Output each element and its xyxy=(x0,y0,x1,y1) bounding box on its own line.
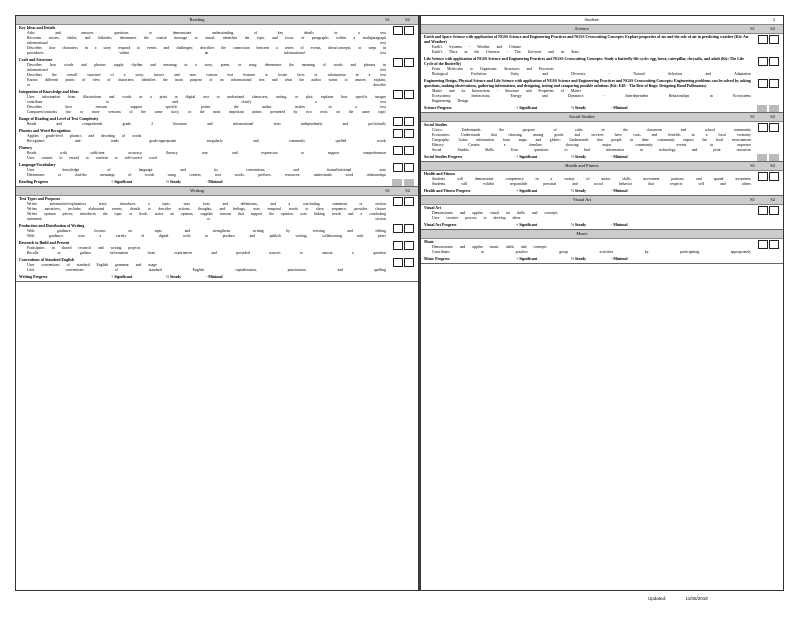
updated-label: Updated: xyxy=(648,596,667,601)
standard-item: Earth's Systems - Weather and Climate xyxy=(432,45,522,49)
s1-label: S1 xyxy=(750,26,755,31)
music-progress-row xyxy=(421,256,783,263)
grade-boxes xyxy=(758,57,779,66)
reading-title: Reading xyxy=(189,17,205,22)
visual-art-body xyxy=(421,205,783,222)
grade-boxes xyxy=(393,129,414,138)
progress-label: Science Progress xyxy=(424,106,452,110)
progress-label: Health and Fitness Progress xyxy=(424,189,471,193)
s1-grade-box[interactable] xyxy=(393,197,403,206)
grade-boxes xyxy=(758,35,779,44)
grade-boxes xyxy=(393,26,414,35)
key-steady: ½ Steady xyxy=(571,106,587,110)
standard-group xyxy=(421,205,783,222)
standard-group-title: Social Studies xyxy=(424,123,448,127)
standard-item: Students will demonstrate competency in a variety of motor skills, movement patterns, and spatial awareness xyxy=(432,177,751,181)
progress-boxes xyxy=(757,105,779,112)
standard-item: Biological Evolution: Unity and Diversity - Natural Selection and Adaptation xyxy=(432,72,751,76)
standard-item: Demonstrates and applies visual art skills and concepts xyxy=(432,211,558,215)
grade-boxes xyxy=(393,90,414,99)
s1-grade-box[interactable] xyxy=(393,58,403,67)
key-steady: ½ Steady xyxy=(571,257,587,261)
s1-grade-box[interactable] xyxy=(758,206,768,215)
standard-item: History: Creates a timeline showing major community events in sequence xyxy=(432,143,751,147)
standard-item: Writes opinion pieces; introduces the topic or book, states an opinion, supplies reasons that support the opinion, uses linking words and a concluding statement or section xyxy=(27,212,386,221)
s2-grade-box[interactable] xyxy=(769,123,779,132)
s2-progress-box xyxy=(769,105,779,112)
s1-grade-box[interactable] xyxy=(758,172,768,181)
s2-grade-box[interactable] xyxy=(404,163,414,172)
health-fitness-section xyxy=(421,162,783,196)
standard-item: Describes how characters in a story respond to events and challenges; describes the connection between a series of events, ideas/concepts, or steps in procedures within an informational text xyxy=(27,46,386,55)
s1-label: S1 xyxy=(750,197,755,202)
standard-item: Determines or clarifies meanings of words using context, root words, prefixes, resources; understands word relationships xyxy=(27,173,386,177)
standard-group-title: Integration of Knowledge and Ideas xyxy=(19,90,79,94)
standard-item: Knows different points of view of characters; identifies the main purpose of an informational text and what the author wants to answer, explain, or describe xyxy=(27,78,386,87)
key-minimal: - Minimal xyxy=(611,106,628,110)
standard-item: Asks and answers questions to demonstrate understanding of key details in a text xyxy=(27,31,386,35)
s1-grade-box[interactable] xyxy=(393,117,403,126)
key-significant: + Significant xyxy=(516,223,538,227)
s2-grade-box[interactable] xyxy=(404,146,414,155)
standard-group-title: Production and Distribution of Writing xyxy=(19,224,85,228)
writing-progress-row xyxy=(16,274,418,281)
writing-header xyxy=(16,187,418,196)
standard-item: Reads and comprehends grade 2 literature and informational texts independently and proficiently xyxy=(27,122,386,126)
standard-item: Describes how reasons support specific points the author makes in a text xyxy=(27,105,386,109)
visual-art-header xyxy=(421,196,783,205)
key-minimal: - Minimal xyxy=(611,155,628,159)
science-header xyxy=(421,25,783,34)
standard-group xyxy=(16,89,418,116)
standard-item: Uses creative process to develop ideas xyxy=(432,216,521,220)
reading-header xyxy=(16,16,418,25)
standard-group-title: Music xyxy=(424,240,435,244)
standard-item: Earth's Place in the Universe - The Universe and its Stars xyxy=(432,50,579,54)
social-studies-body xyxy=(421,122,783,154)
updated-date: 11/05/2018 xyxy=(685,596,708,601)
key-significant: + Significant xyxy=(111,180,133,184)
writing-title: Writing xyxy=(190,188,204,193)
standard-group-title: Phonics and Word Recognition xyxy=(19,129,71,133)
standard-item: From Molecules to Organisms: Structures and Processes xyxy=(432,67,554,71)
standard-group xyxy=(421,56,783,78)
standard-item: Uses context to reread to confirm or self-correct word xyxy=(27,156,157,160)
standard-item: Demonstrates and applies music skills and concepts xyxy=(432,245,547,249)
s2-grade-box[interactable] xyxy=(404,90,414,99)
standard-item: Engineering Design xyxy=(432,99,469,103)
standard-item: Writes narratives; includes elaborated events, details to describe actions, thoughts, and feelings, uses temporal words to show sequence; provides closure xyxy=(27,207,386,211)
reading-body xyxy=(16,25,418,179)
grade-boxes xyxy=(393,163,414,172)
s2-label: S2 xyxy=(770,197,775,202)
s2-grade-box[interactable] xyxy=(404,224,414,233)
key-minimal: - Minimal xyxy=(206,180,223,184)
standard-item: Reads with sufficient accuracy, fluency, rate, and expression to support comprehension xyxy=(27,151,386,155)
student-label: Student: xyxy=(584,17,600,22)
progress-boxes xyxy=(392,179,414,186)
grade-boxes xyxy=(393,241,414,250)
s1-progress-box xyxy=(757,105,767,112)
standard-item: Geography: Gains information from maps and globes; Understands that people in their community impact the local environment xyxy=(432,138,751,142)
s1-grade-box[interactable] xyxy=(758,79,768,88)
standard-group-title: Fluency xyxy=(19,146,33,150)
standard-group-title: Research to Build and Present xyxy=(19,241,70,245)
s1-label: S1 xyxy=(385,188,390,193)
updated-footer xyxy=(648,596,708,601)
standard-group xyxy=(16,57,418,89)
standard-item: Describes the overall structure of a story; knows and uses various text features to locate facts or information in a text xyxy=(27,73,386,77)
science-progress-row xyxy=(421,105,783,112)
grade-boxes xyxy=(758,206,779,215)
science-section xyxy=(421,25,783,113)
key-steady: ½ Steady xyxy=(571,223,587,227)
s1-grade-box[interactable] xyxy=(393,90,403,99)
health-fitness-progress-row xyxy=(421,188,783,195)
standard-item: Applies grade-level phonics and decoding of words xyxy=(27,134,142,138)
grade-boxes xyxy=(393,117,414,126)
page-number: 2 xyxy=(772,17,775,22)
standard-group xyxy=(16,162,418,179)
standard-item: Describes how words and phrases supply rhythm and meaning in a story, poem, or song; determines the meaning of words and phrases in informational text xyxy=(27,63,386,72)
standard-group-title: Craft and Structure xyxy=(19,58,53,62)
s2-grade-box[interactable] xyxy=(769,172,779,181)
s2-label: S2 xyxy=(405,188,410,193)
standard-group xyxy=(16,240,418,257)
s2-grade-box[interactable] xyxy=(404,129,414,138)
standard-group xyxy=(421,239,783,256)
s2-progress-box xyxy=(769,154,779,161)
s1-grade-box[interactable] xyxy=(393,129,403,138)
standard-item: Uses information from illustrations and words in a print or digital text to understand characters, setting, or plot; explains how specific images contribute to and clarify a text xyxy=(27,95,386,104)
standard-group xyxy=(16,116,418,128)
standard-item: Economics: Understands that choosing among goods and services have costs and benefits in a local economy xyxy=(432,133,751,137)
s1-grade-box[interactable] xyxy=(393,258,403,267)
standard-item: Civics: Understands the purpose of rules in the classroom and school community xyxy=(432,128,751,132)
social-studies-section xyxy=(421,113,783,162)
grade-boxes xyxy=(758,240,779,249)
key-minimal: - Minimal xyxy=(611,257,628,261)
s2-label: S2 xyxy=(405,17,410,22)
s2-grade-box[interactable] xyxy=(404,26,414,35)
music-title: Music xyxy=(576,231,588,236)
s1-grade-box[interactable] xyxy=(393,241,403,250)
s2-grade-box[interactable] xyxy=(404,197,414,206)
standard-group-title: Conventions of Standard English xyxy=(19,258,75,262)
standard-item: Ecosystems: Interactions, Energy and Dynamics - Interdependent Relationships in Ecosystems xyxy=(432,94,751,98)
health-fitness-header xyxy=(421,162,783,171)
standard-item: Uses conventions of standard English grammar and usage xyxy=(27,263,157,267)
s2-grade-box[interactable] xyxy=(769,79,779,88)
standard-group-title: Engineering Design, Physical Science and Life Science with application of NGSS Science and Engineering Practices and NGSS Crosscutting Concepts: Engineering problems can be solved by asking questions, making observations, gathering information, and designing, testing and comparing possible solutions (Kit: E4E - The Best of Bugs: Designing Hand Pollinators) xyxy=(424,79,751,88)
s1-grade-box[interactable] xyxy=(758,57,768,66)
reading-progress-row xyxy=(16,179,418,186)
standard-item: Uses knowledge of language and its conventions, and formal/informal uses xyxy=(27,168,386,172)
s2-grade-box[interactable] xyxy=(404,117,414,126)
s1-grade-box[interactable] xyxy=(393,146,403,155)
standard-group-title: Health and Fitness xyxy=(424,172,456,176)
key-steady: ½ Steady xyxy=(166,180,182,184)
health-fitness-body xyxy=(421,171,783,188)
key-steady: ½ Steady xyxy=(571,189,587,193)
s2-grade-box[interactable] xyxy=(769,35,779,44)
standard-group-title: Visual Art xyxy=(424,206,442,210)
reading-section xyxy=(16,16,418,187)
s1-label: S1 xyxy=(385,17,390,22)
visual-art-progress-row xyxy=(421,222,783,229)
standard-group-title: Range of Reading and Level of Text Complexity xyxy=(19,117,99,121)
student-header xyxy=(421,16,783,25)
s2-label: S2 xyxy=(770,26,775,31)
standard-group-title: Earth and Space Science with application of NGSS Science and Engineering Practices and NGSS Crosscutting Concepts: Explore properties of air and the role of air in predicting weather (Kit: Air and Weather) xyxy=(424,35,749,44)
standard-group xyxy=(16,145,418,162)
standard-item: Recalls or gathers information from experiences and provided sources to answer a question xyxy=(27,251,386,255)
s2-label: S2 xyxy=(770,163,775,168)
s1-grade-box[interactable] xyxy=(393,163,403,172)
s1-label: S1 xyxy=(750,163,755,168)
music-section xyxy=(421,230,783,264)
progress-boxes xyxy=(757,154,779,161)
standard-group xyxy=(16,25,418,57)
s1-grade-box[interactable] xyxy=(758,35,768,44)
visual-art-title: Visual Art xyxy=(572,197,592,202)
standard-item: With guidance, uses a variety of digital tools to produce and publish writing, collaborating with peers xyxy=(27,234,386,238)
standard-item: Writes informative/explanatory texts; introduces a topic, uses facts and definitions, and a concluding statement or section xyxy=(27,202,386,206)
s1-grade-box[interactable] xyxy=(758,240,768,249)
standard-group-title: Key Ideas and Details xyxy=(19,26,56,30)
grade-boxes xyxy=(758,123,779,132)
standard-group xyxy=(16,128,418,145)
s1-label: S1 xyxy=(750,114,755,119)
standard-group-title: Life Science with application of NGSS Science and Engineering Practices and NGSS Crosscutting Concepts: Study a butterfly life cycle: egg, larva, caterpillar, chrysalis, and adult (Kit: The Life Cycle of the Butterfly) xyxy=(424,57,744,66)
grade-boxes xyxy=(393,197,414,206)
key-significant: + Significant xyxy=(111,275,133,279)
health-fitness-title: Health and Fitness xyxy=(565,163,599,168)
grade-boxes xyxy=(393,258,414,267)
s2-grade-box[interactable] xyxy=(769,240,779,249)
visual-art-section xyxy=(421,196,783,230)
standard-group-title: Language/Vocabulary xyxy=(19,163,56,167)
s2-grade-box[interactable] xyxy=(404,58,414,67)
s1-progress-box xyxy=(757,154,767,161)
progress-label: Music Progress xyxy=(424,257,450,261)
key-significant: + Significant xyxy=(516,155,538,159)
s1-grade-box[interactable] xyxy=(393,26,403,35)
progress-label: Reading Progress xyxy=(19,180,49,184)
progress-label: Social Studies Progress xyxy=(424,155,463,159)
standard-item: Participates in shared research and writing projects xyxy=(27,246,141,250)
key-minimal: - Minimal xyxy=(611,189,628,193)
key-steady: ½ Steady xyxy=(571,155,587,159)
standard-group xyxy=(421,78,783,105)
key-significant: + Significant xyxy=(516,257,538,261)
standard-item: Contributes to positive group activities by participating appropriately xyxy=(432,250,751,254)
s2-grade-box[interactable] xyxy=(769,206,779,215)
standard-item: Social Studies Skills: Uses questions to find information in technology and print resources xyxy=(432,148,751,152)
s2-grade-box[interactable] xyxy=(404,258,414,267)
standard-item: Uses conventions of standard English capitalization, punctuation, and spelling xyxy=(27,268,386,272)
grade-boxes xyxy=(758,79,779,88)
music-header xyxy=(421,230,783,239)
s2-grade-box[interactable] xyxy=(769,57,779,66)
writing-section xyxy=(16,187,418,282)
science-body xyxy=(421,34,783,105)
key-minimal: - Minimal xyxy=(206,275,223,279)
key-significant: + Significant xyxy=(516,189,538,193)
writing-body xyxy=(16,196,418,274)
standard-item: With guidance, focuses on topic and strengthens writing by revising and editing xyxy=(27,229,386,233)
right-column xyxy=(420,15,784,591)
social-studies-title: Social Studies xyxy=(569,114,595,119)
key-minimal: - Minimal xyxy=(611,223,628,227)
standard-item: Recounts stories, fables, and folktales; determines the central message or moral; identifies the topic and focus of paragraphs within a multiparagraph informational text xyxy=(27,36,386,45)
standard-group-title: Text Types and Purposes xyxy=(19,197,61,201)
standard-item: Students will exhibit responsible personal and social behavior that respects self and others xyxy=(432,182,751,186)
s1-grade-box[interactable] xyxy=(758,123,768,132)
left-column xyxy=(15,15,419,591)
standard-group xyxy=(421,122,783,154)
standard-item: Compares/contrasts two or more versions of the same story, or the most important points presented by two texts on the same topic xyxy=(27,110,386,114)
key-steady: ½ Steady xyxy=(166,275,182,279)
grade-boxes xyxy=(393,58,414,67)
s1-grade-box[interactable] xyxy=(393,224,403,233)
s2-label: S2 xyxy=(770,114,775,119)
standard-group xyxy=(16,196,418,223)
standard-item: Matter and its Interactions - Structure and Properties of Matter xyxy=(432,89,581,93)
social-studies-header xyxy=(421,113,783,122)
key-significant: + Significant xyxy=(516,106,538,110)
standard-group xyxy=(421,171,783,188)
grade-boxes xyxy=(758,172,779,181)
s2-grade-box[interactable] xyxy=(404,241,414,250)
standard-group xyxy=(421,34,783,56)
standard-group xyxy=(16,223,418,240)
s1-progress-box xyxy=(392,179,402,186)
progress-label: Visual Art Progress xyxy=(424,223,457,227)
grade-boxes xyxy=(393,146,414,155)
standard-group xyxy=(16,257,418,274)
progress-label: Writing Progress xyxy=(19,275,48,279)
s2-progress-box xyxy=(404,179,414,186)
science-title: Science xyxy=(575,26,589,31)
grade-boxes xyxy=(393,224,414,233)
social-studies-progress-row xyxy=(421,154,783,161)
music-body xyxy=(421,239,783,256)
standard-item: Recognizes and reads grade-appropriate irregularly and commonly spelled words xyxy=(27,139,386,143)
